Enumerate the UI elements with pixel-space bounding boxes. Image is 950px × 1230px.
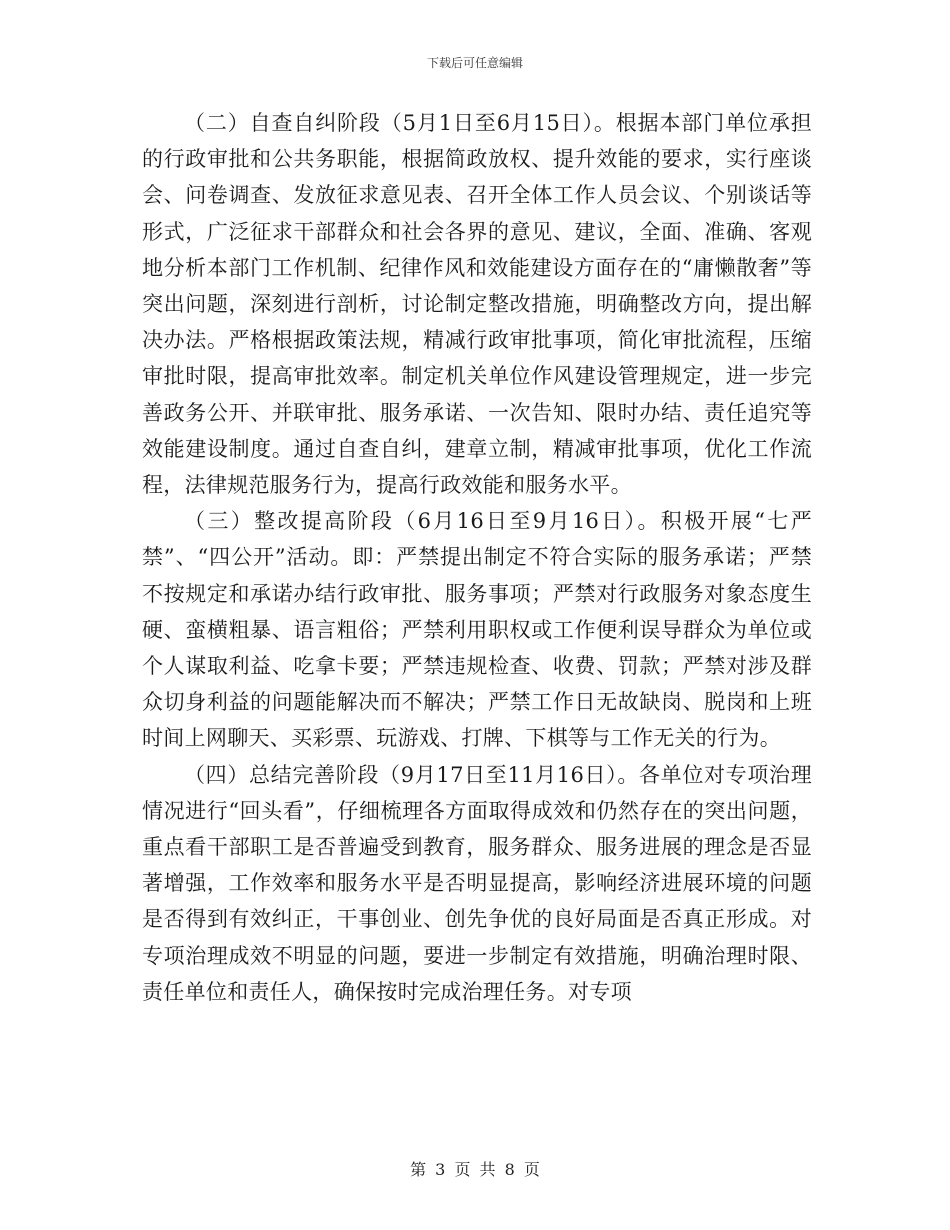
paragraph-rectification: （三）整改提高阶段（6月16日至9月16日）。积极开展“七严禁”、“四公开”活动。即：严禁提出制定不符合实际的服务承诺；严禁不按规定和承诺办结行政审批、服务事项；严禁对行政服务对象态度生硬、蛮横粗暴、语言粗俗；严禁利用职权或工作便利误导群众为单位或个人谋取利益、吃拿卡要；严禁违规检查、收费、罚款；严禁对涉及群众切身利益的问题能解决而不解决；严禁工作日无故缺岗、脱岗和上班时间上网聊天、买彩票、玩游戏、打牌、下棋等与工作无关的行为。	[142, 509, 812, 751]
page-header: 下载后可任意编辑	[426, 56, 523, 70]
page-number: 第 3 页 共 8 页	[410, 1160, 540, 1179]
paragraph-summary: （四）总结完善阶段（9月17日至11月16日）。各单位对专项治理情况进行“回头看”，仔细梳理各方面取得成效和仍然存在的突出问题，重点看干部职工是否普遍受到教育，服务群众、服务进展的理念是否显著增强，工作效率和服务水平是否明显提高，影响经济进展环境的问题是否得到有效纠正，干事创业、创先争优的良好局面是否真正形成。对专项治理成效不明显的问题，要进一步制定有效措施，明确治理时限、责任单位和责任人，确保按时完成治理任务。对专项	[142, 762, 812, 1004]
document-body	[142, 105, 812, 1010]
paragraph-self-inspection: （二）自查自纠阶段（5月1日至6月15日）。根据本部门单位承担的行政审批和公共务职能，根据简政放权、提升效能的要求，实行座谈会、问卷调查、发放征求意见表、召开全体工作人员会议、个别谈话等形式，广泛征求干部群众和社会各界的意见、建议，全面、准确、客观地分析本部门工作机制、纪律作风和效能建设方面存在的“庸懒散奢”等突出问题，深刻进行剖析，讨论制定整改措施，明确整改方向，提出解决办法。严格根据政策法规，精减行政审批事项，简化审批流程，压缩审批时限，提高审批效率。制定机关单位作风建设管理规定，进一步完善政务公开、并联审批、服务承诺、一次告知、限时办结、责任追究等效能建设制度。通过自查自纠，建章立制，精减审批事项，优化工作流程，法律规范服务行为，提高行政效能和服务水平。	[142, 111, 812, 498]
